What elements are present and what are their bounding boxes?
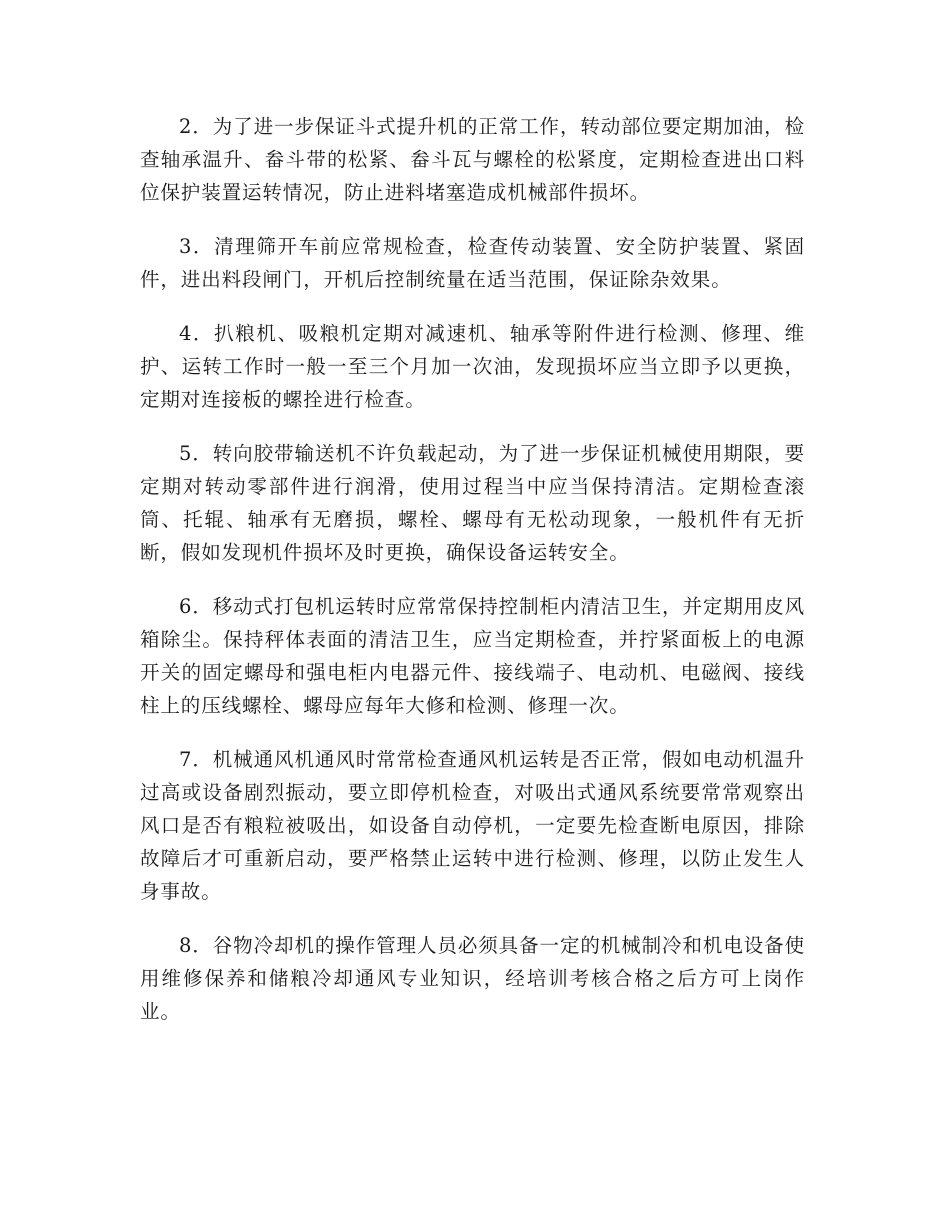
paragraph-item-7: 7．机械通风机通风时常常检查通风机运转是否正常，假如电动机温升过高或设备剧烈振动，要立即停机检查，对吸出式通风系统要常常观察出风口是否有粮粒被吸出，如设备自动停机，一定要先检查断电原因，排除故障后才可重新启动，要严格禁止运转中进行检测、修理，以防止发生人身事故。 xyxy=(140,748,805,903)
paragraph-item-5: 5．转向胶带输送机不许负载起动，为了进一步保证机械使用期限，要定期对转动零部件进行润滑，使用过程当中应当保持清洁。定期检查滚筒、托辊、轴承有无磨损，螺栓、螺母有无松动现象，一般机件有无折断，假如发现机件损坏及时更换，确保设备运转安全。 xyxy=(140,442,805,564)
paragraph-item-6: 6．移动式打包机运转时应常常保持控制柜内清洁卫生，并定期用皮风箱除尘。保持秤体表面的清洁卫生，应当定期检查，并拧紧面板上的电源开关的固定螺母和强电柜内电器元件、接线端子、电动机、电磁阀、接线柱上的压线螺栓、螺母应每年大修和检测、修理一次。 xyxy=(140,595,805,717)
paragraph-item-2: 2．为了进一步保证斗式提升机的正常工作，转动部位要定期加油，检查轴承温升、畚斗带的松紧、畚斗瓦与螺栓的松紧度，定期检查进出口料位保护装置运转情况，防止进料堵塞造成机械部件损坏。 xyxy=(140,115,805,204)
paragraph-item-3: 3．清理筛开车前应常规检查，检查传动装置、安全防护装置、紧固件，进出料段闸门，开机后控制统量在适当范围，保证除杂效果。 xyxy=(140,235,805,291)
paragraph-item-8: 8．谷物冷却机的操作管理人员必须具备一定的机械制冷和机电设备使用维修保养和储粮冷却通风专业知识，经培训考核合格之后方可上岗作业。 xyxy=(140,934,805,1023)
document-body xyxy=(140,110,805,1049)
paragraph-item-4: 4．扒粮机、吸粮机定期对减速机、轴承等附件进行检测、修理、维护、运转工作时一般一至三个月加一次油，发现损坏应当立即予以更换，定期对连接板的螺拴进行检查。 xyxy=(140,322,805,411)
